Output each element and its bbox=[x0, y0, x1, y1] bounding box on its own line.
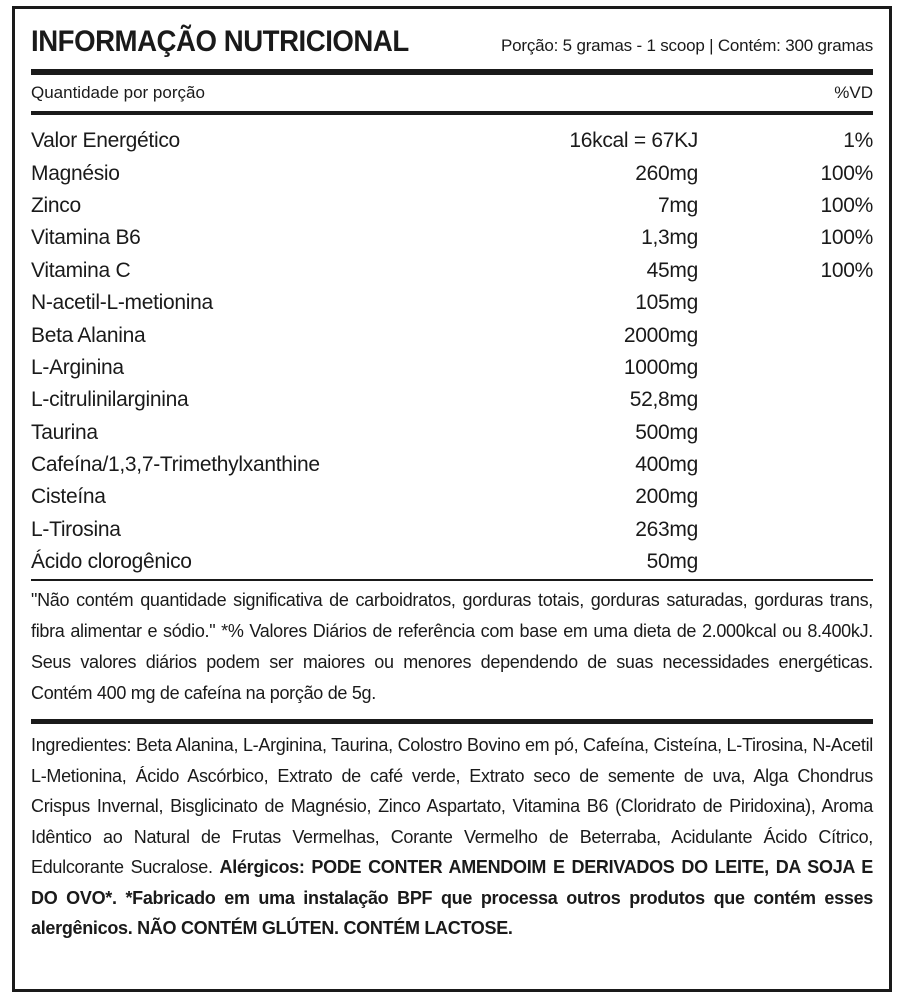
nutrient-row bbox=[31, 190, 873, 222]
nutrient-amount: 260mg bbox=[635, 161, 698, 185]
nutrient-amount: 400mg bbox=[635, 453, 698, 477]
ingredients-section bbox=[31, 724, 873, 944]
nutrient-amount: 16kcal = 67KJ bbox=[569, 129, 698, 153]
nutrient-row bbox=[31, 287, 873, 319]
nutrient-vd: 100% bbox=[820, 226, 873, 250]
allergen-warning: Alérgicos: PODE CONTER AMENDOIM E DERIVADOS DO LEITE, DA SOJA E DO OVO*. *Fabricado em uma instalação BPF que processa outros produtos que contém esses alergênicos. NÃO CONTÉM GLÚTEN. CONTÉM LACTOSE. bbox=[31, 857, 874, 938]
nutrient-name: Ácido clorogênico bbox=[31, 550, 192, 574]
nutrient-name: Vitamina C bbox=[31, 258, 131, 282]
nutrient-amount: 45mg bbox=[646, 258, 698, 282]
column-header bbox=[31, 75, 873, 115]
nutrient-name: L-citrulinilarginina bbox=[31, 388, 189, 412]
nutrient-amount: 52,8mg bbox=[629, 388, 698, 412]
nutrient-amount: 263mg bbox=[635, 517, 698, 541]
nutrient-vd: 100% bbox=[820, 193, 873, 217]
disclaimer-note: "Não contém quantidade significativa de carboidratos, gorduras totais, gorduras saturadas, gorduras trans, fibra alimentar e sódio." *% Valores Diários de referência com base em uma dieta de 2.000kcal ou 8.400kJ. Seus valores diários podem ser maiores ou menores dependendo de suas necessidades energéticas. Contém 400 mg de cafeína na porção de 5g. bbox=[31, 581, 873, 724]
nutrient-vd: 1% bbox=[843, 129, 873, 153]
nutrient-name: L-Arginina bbox=[31, 355, 124, 379]
nutrient-vd: 100% bbox=[820, 161, 873, 185]
nutrient-row bbox=[31, 319, 873, 351]
label-header bbox=[31, 9, 873, 75]
nutrient-name: Valor Energético bbox=[31, 129, 180, 153]
nutrient-row bbox=[31, 157, 873, 189]
nutrient-name: Magnésio bbox=[31, 161, 120, 185]
nutrient-vd: 100% bbox=[820, 258, 873, 282]
nutrient-name: Cafeína/1,3,7-Trimethylxanthine bbox=[31, 453, 320, 477]
nutrient-amount: 200mg bbox=[635, 485, 698, 509]
nutrient-amount: 1,3mg bbox=[641, 226, 698, 250]
nutrient-row bbox=[31, 514, 873, 546]
nutrient-row bbox=[31, 546, 873, 578]
nutrient-name: L-Tirosina bbox=[31, 517, 121, 541]
nutrient-row bbox=[31, 384, 873, 416]
quantity-per-portion-label: Quantidade por porção bbox=[31, 83, 205, 102]
nutrient-amount: 500mg bbox=[635, 420, 698, 444]
nutrient-row bbox=[31, 125, 873, 157]
ingredients-list: Ingredientes: Beta Alanina, L-Arginina, Taurina, Colostro Bovino em pó, Cafeína, Cisteína, L-Tirosina, N-Acetil L-Metionina, Ácido Ascórbico, Extrato de café verde, Extrato seco de semente de uva, Alga Chondrus Crispus Invernal, Bisglicinato de Magnésio, Zinco Aspartato, Vitamina B6 (Cloridrato de Piridoxina), Aroma Idêntico ao Natural de Frutas Vermelhas, Corante Vermelho de Beterraba, Acidulante Ácido Cítrico, Edulcorante Sucralose. bbox=[31, 735, 873, 877]
nutrient-row bbox=[31, 222, 873, 254]
nutrient-amount: 1000mg bbox=[623, 355, 698, 379]
nutrient-amount: 50mg bbox=[646, 550, 698, 574]
nutrient-row bbox=[31, 417, 873, 449]
nutrient-name: Beta Alanina bbox=[31, 323, 146, 347]
nutrient-name: Taurina bbox=[31, 420, 98, 444]
label-title: INFORMAÇÃO NUTRICIONAL bbox=[31, 25, 409, 58]
nutrient-name: Cisteína bbox=[31, 485, 106, 509]
nutrient-name: Zinco bbox=[31, 193, 81, 217]
portion-info: Porção: 5 gramas - 1 scoop | Contém: 300 gramas bbox=[500, 36, 873, 55]
nutrient-amount: 7mg bbox=[658, 193, 698, 217]
nutrient-name: Vitamina B6 bbox=[31, 226, 141, 250]
nutrient-row bbox=[31, 255, 873, 287]
nutrient-row bbox=[31, 352, 873, 384]
nutrient-row bbox=[31, 449, 873, 481]
nutrient-row bbox=[31, 481, 873, 513]
nutrient-table bbox=[31, 115, 873, 581]
nutrient-amount: 105mg bbox=[635, 291, 698, 315]
nutrition-facts-label bbox=[12, 6, 892, 992]
nutrient-name: N-acetil-L-metionina bbox=[31, 291, 213, 315]
daily-value-label: %VD bbox=[834, 83, 873, 102]
nutrient-amount: 2000mg bbox=[623, 323, 698, 347]
